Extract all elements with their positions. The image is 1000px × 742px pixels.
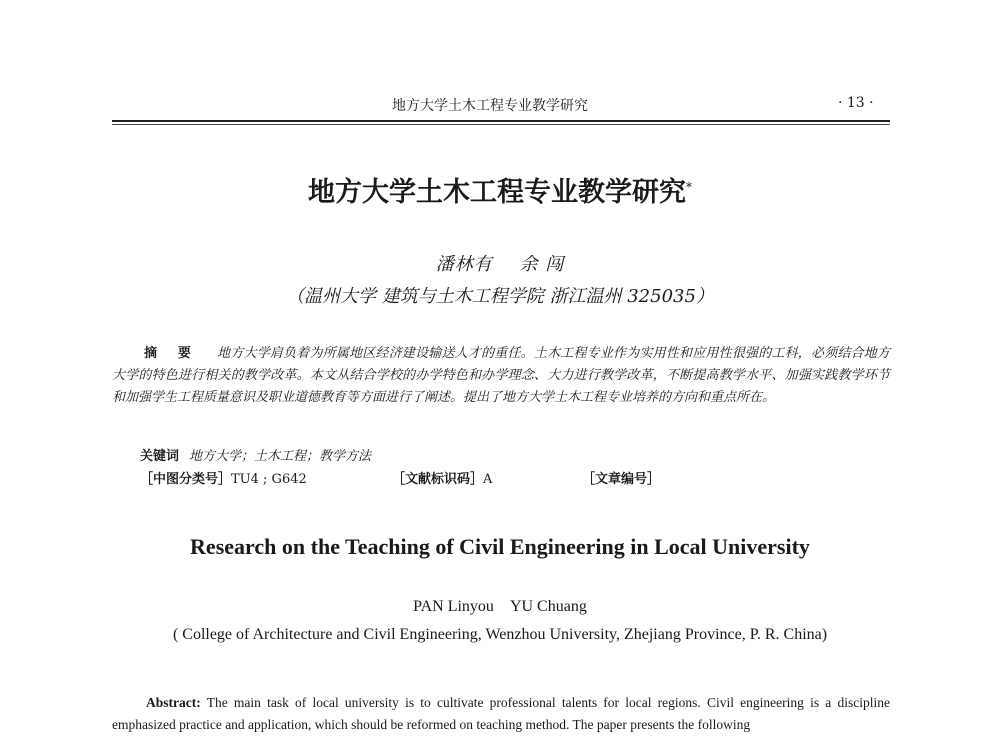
keywords-cn-text: 地方大学；土木工程；教学方法	[189, 449, 372, 464]
authors-en	[0, 598, 1000, 616]
doc-code-value: A	[483, 472, 493, 487]
abstract-en	[112, 692, 890, 736]
header-rule-thin	[112, 124, 890, 125]
clc-value: TU4 ; G642	[231, 472, 307, 487]
authors-cn	[0, 250, 1000, 276]
title-footnote-mark: *	[686, 180, 692, 194]
document-code	[392, 468, 492, 487]
doc-code-label: ［文献标识码］	[392, 472, 484, 487]
keywords-cn-label: 关键词	[140, 449, 180, 464]
author-cn: 潘林有	[435, 254, 493, 275]
page-number: · 13 ·	[838, 95, 874, 111]
header-rule	[112, 120, 890, 122]
paper-title-en: Research on the Teaching of Civil Engineering in Local University	[190, 534, 810, 559]
abstract-en-label: Abstract:	[146, 695, 201, 710]
article-number	[582, 468, 660, 487]
clc-label: ［中图分类号］	[140, 472, 232, 487]
article-no-label: ［文章编号］	[582, 472, 661, 487]
abstract-cn	[112, 343, 890, 409]
abstract-cn-text: 地方大学肩负着为所属地区经济建设输送人才的重任。土木工程专业作为实用性和应用性很强的工科，必须结合地方大学的特色进行相关的教学改革。本文从结合学校的办学特色和办学理念、大力进行教学改革，不断提高教学水平、加强实践教学环节和加强学生工程质量意识及职业道德教育等方面进行了阐述。提出了地方大学土木工程专业培养的方向和重点所在。	[112, 346, 890, 405]
author-en: PAN Linyou	[413, 598, 494, 615]
affiliation-cn: （温州大学 建筑与土木工程学院 浙江温州 325035）	[286, 286, 714, 307]
abstract-en-text: The main task of local university is to cultivate professional talents for local regions. Civil engineering is a discipline emphasized practice and application, which should be reformed on teaching method. The paper presents the following	[112, 695, 890, 732]
author-cn: 余 闯	[519, 254, 565, 275]
paper-title-cn	[0, 170, 1000, 209]
running-title: 地方大学土木工程专业教学研究	[392, 98, 588, 114]
keywords-cn	[140, 445, 371, 464]
affiliation-en: ( College of Architecture and Civil Engineering, Wenzhou University, Zhejiang Province, P. R. China)	[172, 626, 828, 643]
clc-number	[140, 468, 307, 487]
abstract-cn-label: 摘 要	[144, 346, 200, 361]
author-en: YU Chuang	[509, 598, 587, 615]
paper-title-cn-text: 地方大学土木工程专业教学研究	[308, 177, 686, 208]
